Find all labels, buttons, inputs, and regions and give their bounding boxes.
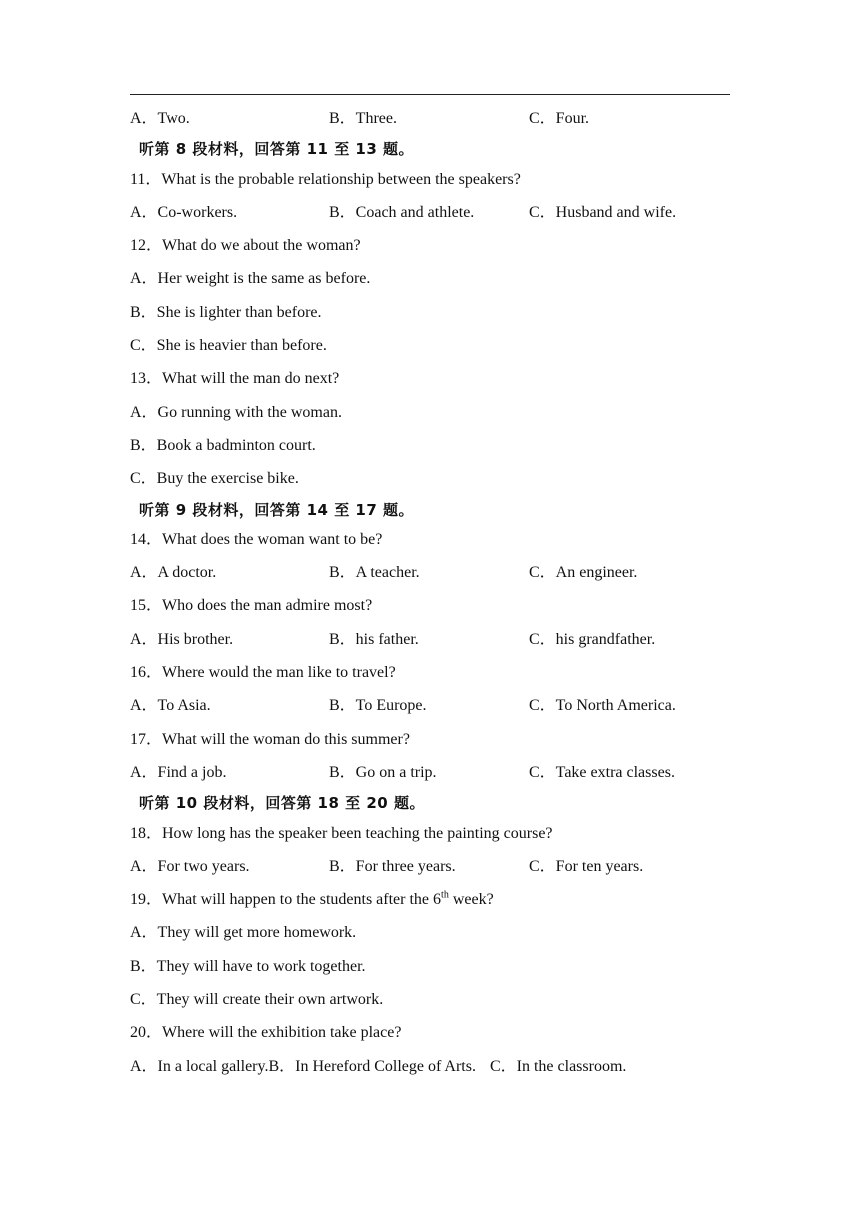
option-c: C．She is heavier than before. [130, 337, 327, 355]
q10-options [130, 107, 730, 140]
q18-options [130, 855, 730, 888]
question-stem: 14．What does the woman want to be? [130, 530, 383, 548]
question-stem: 17．What will the woman do this summer? [130, 730, 410, 748]
option-b: B．For three years. [329, 857, 456, 875]
option-a: A．His brother. [130, 630, 234, 648]
option-c: C．In the classroom. [489, 1057, 627, 1075]
question-stem: 18．How long has the speaker been teaching the painting course? [130, 824, 553, 842]
option-c: C．An engineer. [529, 564, 638, 582]
option-b: B．Coach and athlete. [329, 203, 475, 221]
option-c: C．Take extra classes. [529, 763, 675, 781]
option-c: C．Buy the exercise bike. [130, 470, 299, 488]
option-c: C．Four. [529, 110, 590, 127]
option-c: C．To North America. [529, 697, 676, 715]
option-a: A．For two years. [130, 857, 250, 875]
stem-text-end: week? [448, 891, 494, 909]
option-a: A．Two. [130, 110, 190, 127]
option-b: B．She is lighter than before. [130, 303, 322, 321]
option-c: C．Husband and wife. [529, 203, 677, 221]
option-b: B．In Hereford College of Arts. [268, 1057, 476, 1075]
q16-options [130, 694, 730, 727]
q14-options [130, 561, 730, 594]
option-b: B．his father. [329, 630, 419, 648]
option-a: A．They will get more homework. [130, 924, 357, 942]
question-stem: 20．Where will the exhibition take place? [130, 1024, 402, 1042]
q15-options [130, 628, 730, 661]
option-b: B．Three. [329, 110, 397, 127]
stem-text: 19．What will happen to the students after the 6 [130, 891, 442, 909]
option-b: B．They will have to work together. [130, 957, 366, 975]
question-stem: 16．Where would the man like to travel? [130, 664, 396, 682]
option-c: C．For ten years. [529, 857, 644, 875]
question-stem: 12．What do we about the woman? [130, 237, 361, 255]
option-a: A．Her weight is the same as before. [130, 270, 371, 288]
question-stem: 15．Who does the man admire most? [130, 597, 373, 615]
question-stem: 11．What is the probable relationship between the speakers? [130, 170, 521, 188]
exam-page [130, 107, 730, 1088]
question-stem: 13．What will the man do next? [130, 370, 340, 388]
option-a: A．Go running with the woman. [130, 403, 342, 421]
header-rule [130, 94, 730, 95]
option-c: C．They will create their own artwork. [130, 991, 384, 1009]
option-c: C．his grandfather. [529, 630, 656, 648]
option-a: A．A doctor. [130, 564, 217, 582]
ordinal-suffix: th [441, 889, 449, 901]
option-a: A．Find a job. [130, 763, 227, 781]
option-a: A．Co-workers. [130, 203, 238, 221]
section-heading-8: 听第 8 段材料，回答第 11 至 13 题。 [139, 140, 415, 159]
option-b: B．To Europe. [329, 697, 427, 715]
q20-options [130, 1055, 730, 1088]
option-a: A．To Asia. [130, 697, 211, 715]
q11-options [130, 201, 730, 234]
option-b: B．A teacher. [329, 564, 420, 582]
section-heading-9: 听第 9 段材料，回答第 14 至 17 题。 [139, 500, 415, 519]
option-b: B．Go on a trip. [329, 763, 437, 781]
section-heading-10: 听第 10 段材料，回答第 18 至 20 题。 [139, 794, 425, 813]
option-a: A．In a local gallery. [130, 1057, 269, 1075]
option-b: B．Book a badminton court. [130, 436, 316, 454]
q17-options [130, 761, 730, 794]
question-stem [130, 888, 730, 921]
